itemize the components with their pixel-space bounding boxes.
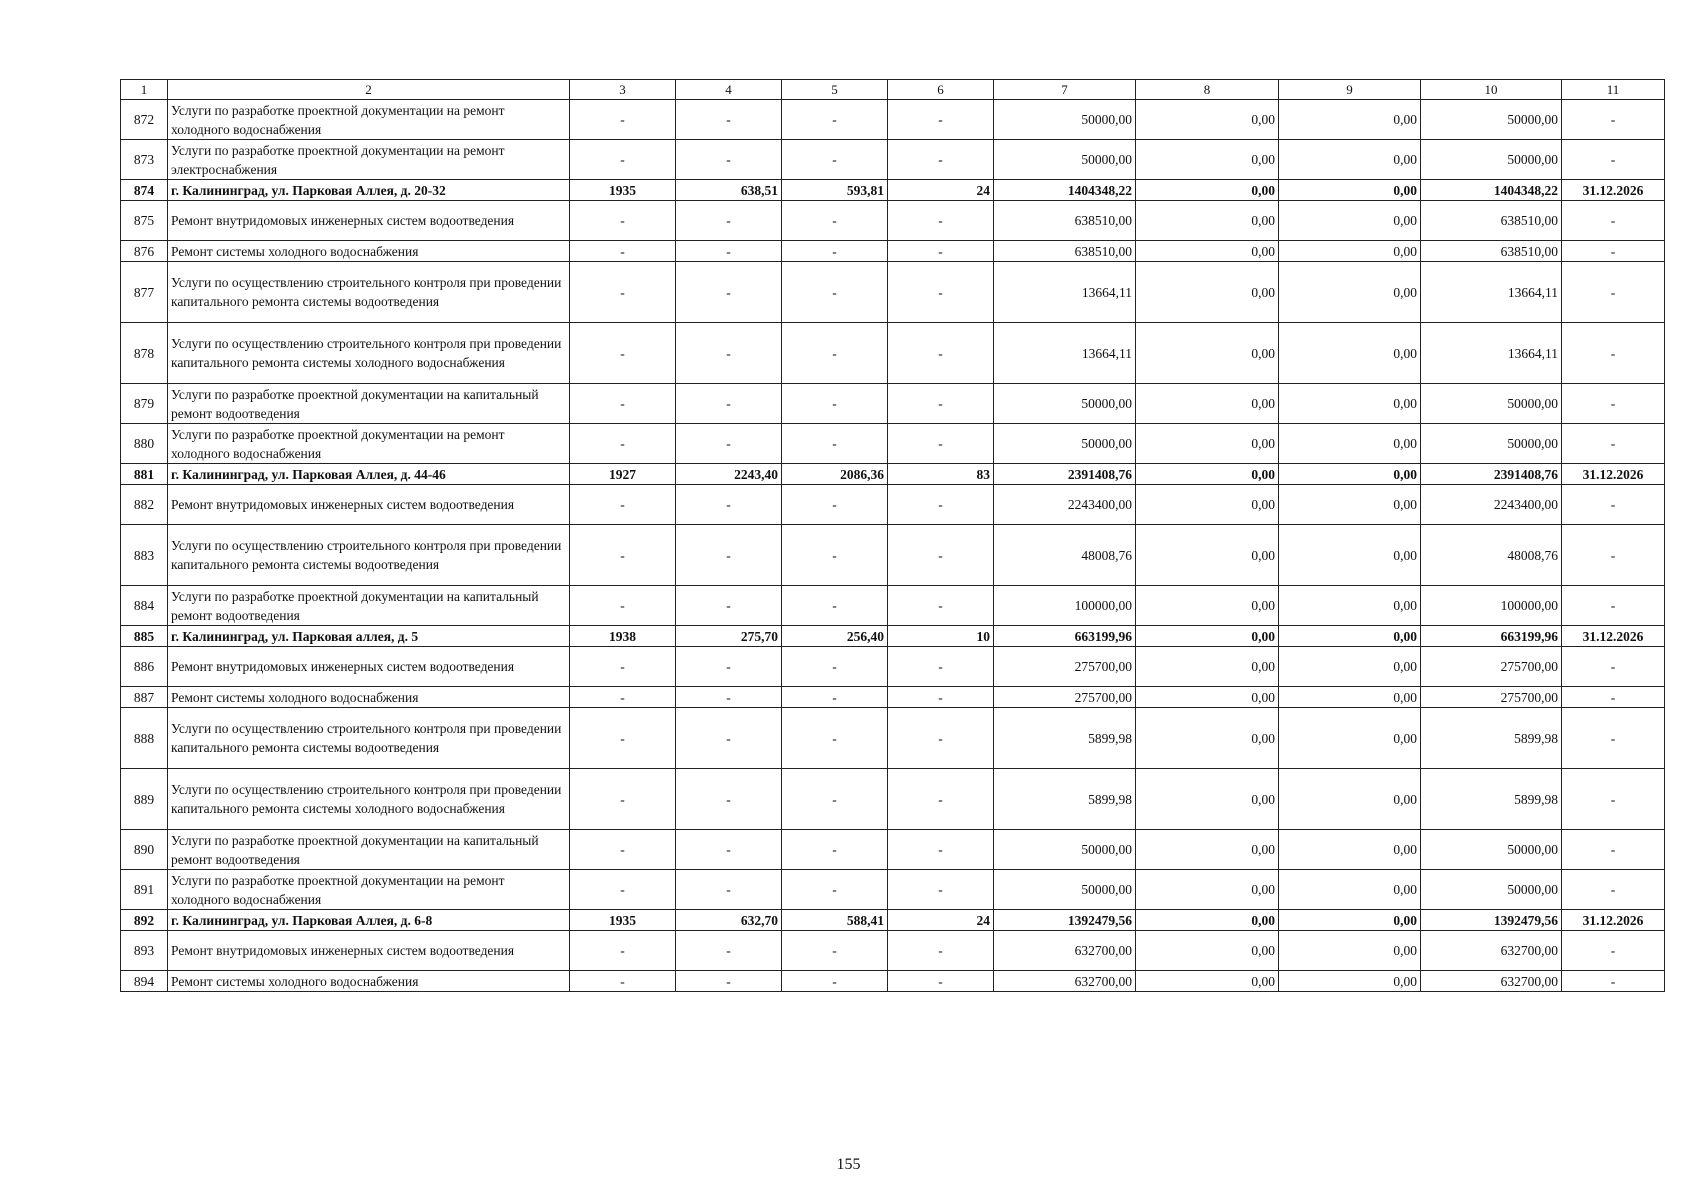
- cell-col5: -: [782, 687, 888, 708]
- cell-col3: 1935: [570, 910, 676, 931]
- cell-col5: -: [782, 708, 888, 769]
- cell-col8: 0,00: [1136, 830, 1279, 870]
- row-description: Услуги по разработке проектной документации на капитальный ремонт водоотведения: [168, 384, 570, 424]
- cell-col6: -: [888, 424, 994, 464]
- cell-col11: -: [1562, 100, 1665, 140]
- cell-col7: 1404348,22: [994, 180, 1136, 201]
- row-description: Услуги по осуществлению строительного контроля при проведении капитального ремонта системы холодного водоснабжения: [168, 769, 570, 830]
- cell-col11: -: [1562, 830, 1665, 870]
- cell-col10: 100000,00: [1421, 586, 1562, 626]
- cell-col8: 0,00: [1136, 626, 1279, 647]
- data-table: [120, 79, 1665, 992]
- cell-col9: 0,00: [1279, 830, 1421, 870]
- row-number: 872: [121, 100, 168, 140]
- row-description: Услуги по осуществлению строительного контроля при проведении капитального ремонта системы водоотведения: [168, 262, 570, 323]
- row-description: Ремонт внутридомовых инженерных систем водоотведения: [168, 485, 570, 525]
- row-number: 890: [121, 830, 168, 870]
- address-row: [121, 910, 1665, 931]
- cell-col11: -: [1562, 384, 1665, 424]
- cell-col3: -: [570, 769, 676, 830]
- cell-col5: -: [782, 525, 888, 586]
- cell-col4: -: [676, 708, 782, 769]
- table-row: [121, 971, 1665, 992]
- row-number: 889: [121, 769, 168, 830]
- cell-col7: 50000,00: [994, 870, 1136, 910]
- cell-col9: 0,00: [1279, 485, 1421, 525]
- cell-col8: 0,00: [1136, 241, 1279, 262]
- cell-col3: -: [570, 931, 676, 971]
- row-description: Услуги по разработке проектной документации на ремонт электроснабжения: [168, 140, 570, 180]
- cell-col8: 0,00: [1136, 464, 1279, 485]
- cell-col8: 0,00: [1136, 384, 1279, 424]
- cell-col11: 31.12.2026: [1562, 180, 1665, 201]
- cell-col10: 13664,11: [1421, 262, 1562, 323]
- cell-col4: -: [676, 687, 782, 708]
- cell-col4: -: [676, 647, 782, 687]
- cell-col8: 0,00: [1136, 323, 1279, 384]
- cell-col6: 24: [888, 910, 994, 931]
- row-number: 881: [121, 464, 168, 485]
- cell-col8: 0,00: [1136, 424, 1279, 464]
- cell-col10: 638510,00: [1421, 201, 1562, 241]
- cell-col11: 31.12.2026: [1562, 910, 1665, 931]
- cell-col7: 632700,00: [994, 971, 1136, 992]
- cell-col11: -: [1562, 971, 1665, 992]
- cell-col6: -: [888, 708, 994, 769]
- cell-col8: 0,00: [1136, 910, 1279, 931]
- table-row: [121, 708, 1665, 769]
- cell-col11: -: [1562, 262, 1665, 323]
- cell-col6: -: [888, 931, 994, 971]
- table-row: [121, 647, 1665, 687]
- row-description: Услуги по осуществлению строительного контроля при проведении капитального ремонта системы холодного водоснабжения: [168, 323, 570, 384]
- row-number: 882: [121, 485, 168, 525]
- row-number: 877: [121, 262, 168, 323]
- cell-col7: 50000,00: [994, 100, 1136, 140]
- cell-col7: 5899,98: [994, 769, 1136, 830]
- cell-col11: -: [1562, 424, 1665, 464]
- cell-col6: 83: [888, 464, 994, 485]
- cell-col3: -: [570, 525, 676, 586]
- cell-col5: -: [782, 241, 888, 262]
- cell-col7: 632700,00: [994, 931, 1136, 971]
- cell-col10: 50000,00: [1421, 140, 1562, 180]
- row-description: г. Калининград, ул. Парковая Аллея, д. 20-32: [168, 180, 570, 201]
- cell-col10: 632700,00: [1421, 971, 1562, 992]
- row-number: 880: [121, 424, 168, 464]
- cell-col8: 0,00: [1136, 931, 1279, 971]
- cell-col8: 0,00: [1136, 201, 1279, 241]
- cell-col8: 0,00: [1136, 262, 1279, 323]
- cell-col11: -: [1562, 140, 1665, 180]
- cell-col7: 48008,76: [994, 525, 1136, 586]
- cell-col8: 0,00: [1136, 769, 1279, 830]
- row-description: г. Калининград, ул. Парковая аллея, д. 5: [168, 626, 570, 647]
- cell-col11: -: [1562, 525, 1665, 586]
- cell-col3: -: [570, 241, 676, 262]
- cell-col5: -: [782, 870, 888, 910]
- cell-col9: 0,00: [1279, 586, 1421, 626]
- cell-col3: -: [570, 323, 676, 384]
- row-number: 885: [121, 626, 168, 647]
- cell-col5: -: [782, 424, 888, 464]
- table-row: [121, 140, 1665, 180]
- cell-col9: 0,00: [1279, 384, 1421, 424]
- cell-col10: 632700,00: [1421, 931, 1562, 971]
- column-header: 4: [676, 80, 782, 100]
- cell-col5: -: [782, 100, 888, 140]
- cell-col11: -: [1562, 769, 1665, 830]
- cell-col6: -: [888, 586, 994, 626]
- cell-col4: -: [676, 424, 782, 464]
- row-number: 894: [121, 971, 168, 992]
- cell-col10: 50000,00: [1421, 830, 1562, 870]
- column-header: 7: [994, 80, 1136, 100]
- cell-col7: 275700,00: [994, 687, 1136, 708]
- cell-col4: -: [676, 241, 782, 262]
- row-number: 883: [121, 525, 168, 586]
- row-number: 874: [121, 180, 168, 201]
- cell-col4: -: [676, 384, 782, 424]
- table-row: [121, 100, 1665, 140]
- table-row: [121, 769, 1665, 830]
- cell-col9: 0,00: [1279, 647, 1421, 687]
- cell-col11: 31.12.2026: [1562, 464, 1665, 485]
- cell-col9: 0,00: [1279, 769, 1421, 830]
- cell-col3: -: [570, 262, 676, 323]
- cell-col7: 50000,00: [994, 140, 1136, 180]
- cell-col9: 0,00: [1279, 626, 1421, 647]
- cell-col6: -: [888, 647, 994, 687]
- cell-col11: -: [1562, 647, 1665, 687]
- table-row: [121, 241, 1665, 262]
- cell-col4: -: [676, 586, 782, 626]
- cell-col10: 275700,00: [1421, 687, 1562, 708]
- row-number: 876: [121, 241, 168, 262]
- cell-col10: 1392479,56: [1421, 910, 1562, 931]
- cell-col9: 0,00: [1279, 870, 1421, 910]
- cell-col7: 50000,00: [994, 830, 1136, 870]
- cell-col3: -: [570, 870, 676, 910]
- cell-col10: 13664,11: [1421, 323, 1562, 384]
- cell-col8: 0,00: [1136, 485, 1279, 525]
- cell-col5: 588,41: [782, 910, 888, 931]
- cell-col6: -: [888, 769, 994, 830]
- cell-col8: 0,00: [1136, 870, 1279, 910]
- cell-col3: -: [570, 687, 676, 708]
- cell-col6: -: [888, 687, 994, 708]
- table-row: [121, 201, 1665, 241]
- cell-col10: 50000,00: [1421, 424, 1562, 464]
- row-number: 892: [121, 910, 168, 931]
- cell-col5: -: [782, 201, 888, 241]
- table-row: [121, 870, 1665, 910]
- cell-col10: 50000,00: [1421, 100, 1562, 140]
- cell-col7: 638510,00: [994, 201, 1136, 241]
- cell-col10: 50000,00: [1421, 870, 1562, 910]
- cell-col3: -: [570, 647, 676, 687]
- cell-col5: -: [782, 769, 888, 830]
- cell-col3: -: [570, 485, 676, 525]
- cell-col4: 632,70: [676, 910, 782, 931]
- row-description: Ремонт внутридомовых инженерных систем водоотведения: [168, 201, 570, 241]
- cell-col4: -: [676, 931, 782, 971]
- cell-col3: -: [570, 201, 676, 241]
- cell-col5: -: [782, 140, 888, 180]
- cell-col6: 10: [888, 626, 994, 647]
- cell-col4: -: [676, 201, 782, 241]
- cell-col9: 0,00: [1279, 687, 1421, 708]
- cell-col4: -: [676, 100, 782, 140]
- cell-col9: 0,00: [1279, 971, 1421, 992]
- cell-col7: 2391408,76: [994, 464, 1136, 485]
- cell-col11: -: [1562, 241, 1665, 262]
- cell-col11: -: [1562, 485, 1665, 525]
- cell-col7: 663199,96: [994, 626, 1136, 647]
- cell-col9: 0,00: [1279, 262, 1421, 323]
- cell-col9: 0,00: [1279, 100, 1421, 140]
- row-description: Услуги по осуществлению строительного контроля при проведении капитального ремонта системы водоотведения: [168, 525, 570, 586]
- cell-col8: 0,00: [1136, 708, 1279, 769]
- cell-col4: -: [676, 140, 782, 180]
- address-row: [121, 626, 1665, 647]
- cell-col4: -: [676, 323, 782, 384]
- row-description: Услуги по осуществлению строительного контроля при проведении капитального ремонта системы водоотведения: [168, 708, 570, 769]
- cell-col9: 0,00: [1279, 323, 1421, 384]
- header-row: [121, 80, 1665, 100]
- cell-col10: 275700,00: [1421, 647, 1562, 687]
- cell-col6: -: [888, 241, 994, 262]
- table-row: [121, 687, 1665, 708]
- cell-col6: -: [888, 384, 994, 424]
- cell-col4: 2243,40: [676, 464, 782, 485]
- table-body: [121, 80, 1665, 992]
- cell-col6: -: [888, 100, 994, 140]
- row-number: 891: [121, 870, 168, 910]
- cell-col4: -: [676, 262, 782, 323]
- table-row: [121, 830, 1665, 870]
- table-row: [121, 424, 1665, 464]
- cell-col7: 5899,98: [994, 708, 1136, 769]
- row-description: Услуги по разработке проектной документации на капитальный ремонт водоотведения: [168, 830, 570, 870]
- column-header: 3: [570, 80, 676, 100]
- table-row: [121, 586, 1665, 626]
- cell-col9: 0,00: [1279, 931, 1421, 971]
- cell-col9: 0,00: [1279, 180, 1421, 201]
- row-description: Ремонт внутридомовых инженерных систем водоотведения: [168, 647, 570, 687]
- cell-col7: 275700,00: [994, 647, 1136, 687]
- cell-col6: -: [888, 525, 994, 586]
- cell-col6: -: [888, 140, 994, 180]
- row-number: 879: [121, 384, 168, 424]
- cell-col9: 0,00: [1279, 464, 1421, 485]
- cell-col4: -: [676, 485, 782, 525]
- table-row: [121, 323, 1665, 384]
- cell-col5: -: [782, 384, 888, 424]
- cell-col11: -: [1562, 931, 1665, 971]
- cell-col11: -: [1562, 870, 1665, 910]
- cell-col4: -: [676, 525, 782, 586]
- row-description: Услуги по разработке проектной документации на ремонт холодного водоснабжения: [168, 100, 570, 140]
- cell-col3: -: [570, 100, 676, 140]
- column-header: 5: [782, 80, 888, 100]
- cell-col5: -: [782, 262, 888, 323]
- cell-col10: 5899,98: [1421, 708, 1562, 769]
- cell-col4: -: [676, 971, 782, 992]
- cell-col3: -: [570, 830, 676, 870]
- cell-col6: -: [888, 971, 994, 992]
- cell-col8: 0,00: [1136, 647, 1279, 687]
- cell-col11: -: [1562, 323, 1665, 384]
- cell-col10: 2243400,00: [1421, 485, 1562, 525]
- cell-col6: -: [888, 323, 994, 384]
- cell-col4: -: [676, 870, 782, 910]
- column-header: 6: [888, 80, 994, 100]
- row-description: г. Калининград, ул. Парковая Аллея, д. 6-8: [168, 910, 570, 931]
- row-description: Ремонт внутридомовых инженерных систем водоотведения: [168, 931, 570, 971]
- row-description: г. Калининград, ул. Парковая Аллея, д. 44-46: [168, 464, 570, 485]
- cell-col10: 638510,00: [1421, 241, 1562, 262]
- cell-col7: 638510,00: [994, 241, 1136, 262]
- cell-col7: 13664,11: [994, 323, 1136, 384]
- cell-col8: 0,00: [1136, 100, 1279, 140]
- cell-col3: -: [570, 384, 676, 424]
- row-description: Услуги по разработке проектной документации на ремонт холодного водоснабжения: [168, 424, 570, 464]
- row-number: 887: [121, 687, 168, 708]
- column-header: 11: [1562, 80, 1665, 100]
- table-row: [121, 525, 1665, 586]
- address-row: [121, 464, 1665, 485]
- cell-col9: 0,00: [1279, 708, 1421, 769]
- cell-col5: 2086,36: [782, 464, 888, 485]
- cell-col11: 31.12.2026: [1562, 626, 1665, 647]
- row-description: Ремонт системы холодного водоснабжения: [168, 687, 570, 708]
- cell-col7: 50000,00: [994, 384, 1136, 424]
- column-header: 10: [1421, 80, 1562, 100]
- cell-col7: 2243400,00: [994, 485, 1136, 525]
- cell-col11: -: [1562, 201, 1665, 241]
- cell-col8: 0,00: [1136, 687, 1279, 708]
- cell-col10: 663199,96: [1421, 626, 1562, 647]
- cell-col10: 1404348,22: [1421, 180, 1562, 201]
- cell-col8: 0,00: [1136, 180, 1279, 201]
- cell-col7: 100000,00: [994, 586, 1136, 626]
- cell-col5: -: [782, 830, 888, 870]
- cell-col9: 0,00: [1279, 140, 1421, 180]
- cell-col8: 0,00: [1136, 586, 1279, 626]
- cell-col6: -: [888, 870, 994, 910]
- cell-col9: 0,00: [1279, 910, 1421, 931]
- cell-col4: -: [676, 769, 782, 830]
- cell-col9: 0,00: [1279, 201, 1421, 241]
- table-row: [121, 384, 1665, 424]
- table-row: [121, 262, 1665, 323]
- row-number: 873: [121, 140, 168, 180]
- cell-col5: -: [782, 931, 888, 971]
- cell-col5: -: [782, 586, 888, 626]
- cell-col6: -: [888, 485, 994, 525]
- cell-col6: -: [888, 201, 994, 241]
- row-number: 893: [121, 931, 168, 971]
- cell-col4: 275,70: [676, 626, 782, 647]
- column-header: 8: [1136, 80, 1279, 100]
- cell-col6: -: [888, 830, 994, 870]
- row-description: Услуги по разработке проектной документации на ремонт холодного водоснабжения: [168, 870, 570, 910]
- cell-col3: 1927: [570, 464, 676, 485]
- table-row: [121, 485, 1665, 525]
- cell-col11: -: [1562, 708, 1665, 769]
- cell-col5: -: [782, 323, 888, 384]
- cell-col3: -: [570, 708, 676, 769]
- cell-col10: 48008,76: [1421, 525, 1562, 586]
- row-number: 884: [121, 586, 168, 626]
- row-description: Ремонт системы холодного водоснабжения: [168, 241, 570, 262]
- cell-col8: 0,00: [1136, 971, 1279, 992]
- cell-col11: -: [1562, 586, 1665, 626]
- cell-col5: 593,81: [782, 180, 888, 201]
- cell-col10: 2391408,76: [1421, 464, 1562, 485]
- cell-col10: 50000,00: [1421, 384, 1562, 424]
- cell-col11: -: [1562, 687, 1665, 708]
- table-row: [121, 931, 1665, 971]
- cell-col3: -: [570, 971, 676, 992]
- cell-col5: -: [782, 647, 888, 687]
- cell-col6: -: [888, 262, 994, 323]
- cell-col8: 0,00: [1136, 525, 1279, 586]
- column-header: 9: [1279, 80, 1421, 100]
- row-number: 878: [121, 323, 168, 384]
- cell-col7: 50000,00: [994, 424, 1136, 464]
- cell-col6: 24: [888, 180, 994, 201]
- cell-col3: 1938: [570, 626, 676, 647]
- column-header: 1: [121, 80, 168, 100]
- row-description: Услуги по разработке проектной документации на капитальный ремонт водоотведения: [168, 586, 570, 626]
- cell-col9: 0,00: [1279, 525, 1421, 586]
- cell-col5: -: [782, 971, 888, 992]
- cell-col4: -: [676, 830, 782, 870]
- address-row: [121, 180, 1665, 201]
- cell-col9: 0,00: [1279, 424, 1421, 464]
- page-number: 155: [836, 1156, 861, 1173]
- row-number: 888: [121, 708, 168, 769]
- cell-col4: 638,51: [676, 180, 782, 201]
- cell-col3: 1935: [570, 180, 676, 201]
- cell-col3: -: [570, 586, 676, 626]
- row-number: 886: [121, 647, 168, 687]
- cell-col7: 1392479,56: [994, 910, 1136, 931]
- cell-col3: -: [570, 140, 676, 180]
- cell-col9: 0,00: [1279, 241, 1421, 262]
- cell-col7: 13664,11: [994, 262, 1136, 323]
- cell-col10: 5899,98: [1421, 769, 1562, 830]
- row-description: Ремонт системы холодного водоснабжения: [168, 971, 570, 992]
- column-header: 2: [168, 80, 570, 100]
- cell-col5: 256,40: [782, 626, 888, 647]
- cell-col8: 0,00: [1136, 140, 1279, 180]
- cell-col5: -: [782, 485, 888, 525]
- cell-col3: -: [570, 424, 676, 464]
- row-number: 875: [121, 201, 168, 241]
